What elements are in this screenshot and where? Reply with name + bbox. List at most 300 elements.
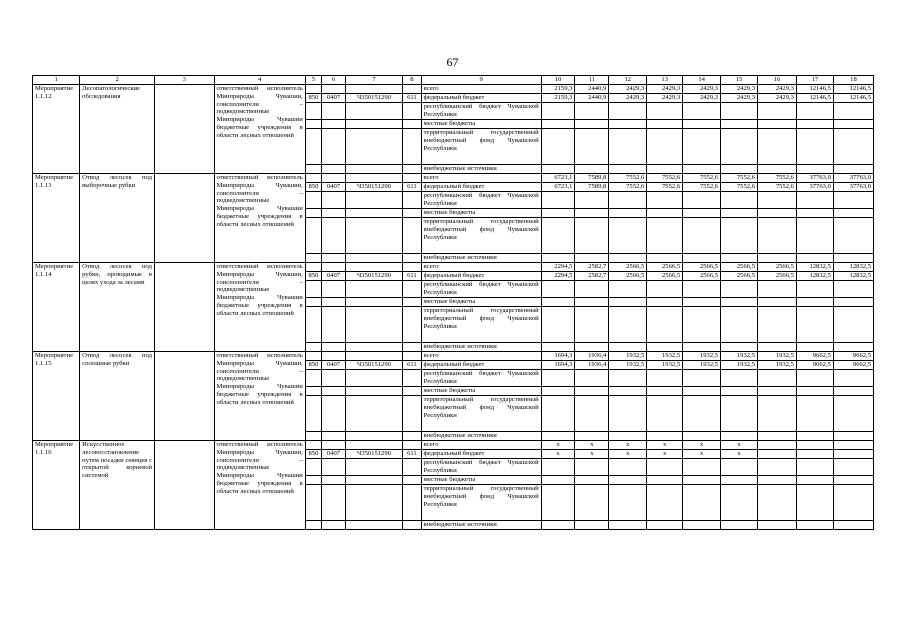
empty-cell [305,352,321,361]
column-header: 4 [214,76,305,85]
empty-cell [758,485,797,521]
code-csr: Ч350151290 [345,272,402,281]
empty-cell [833,476,873,485]
value-cell: 2429,3 [609,85,647,94]
empty-cell [609,281,647,298]
empty-cell [796,521,833,530]
code-csr: Ч350151290 [345,94,402,103]
empty-cell [403,209,421,218]
empty-cell [758,307,797,343]
empty-cell [647,396,683,432]
value-cell: 1932,5 [758,352,797,361]
value-cell: 2294,5 [541,263,575,272]
empty-cell [609,192,647,209]
empty-cell [575,485,609,521]
empty-cell [575,165,609,174]
measure-name: Отвод лесосек под сплошные рубки [80,352,155,441]
empty-cell [609,521,647,530]
code-rzpr: 0407 [322,450,346,459]
empty-cell [683,307,721,343]
empty-cell [647,103,683,120]
empty-cell [403,387,421,396]
empty-cell [609,459,647,476]
empty-cell [833,120,873,129]
empty-cell [796,218,833,254]
column-header: 18 [833,76,873,85]
empty-cell [609,103,647,120]
empty-cell [322,343,346,352]
empty-cell [541,218,575,254]
empty-cell [345,174,402,183]
empty-cell [403,459,421,476]
empty-cell [322,476,346,485]
empty-cell [758,254,797,263]
source-label: всего [421,352,541,361]
source-label: территориальный государственный внебюджетный фонд Чувашской Республики [421,129,541,165]
source-label: местные бюджеты [421,298,541,307]
measure-id: Мероприятие 1.1.15 [33,352,80,441]
empty-cell [758,281,797,298]
value-cell: 2566,5 [647,263,683,272]
source-label: федеральный бюджет [421,183,541,192]
empty-cell [721,192,758,209]
value-cell: 2429,3 [758,94,797,103]
column-header: 2 [80,76,155,85]
value-cell: 2566,5 [609,272,647,281]
value-cell: 2429,3 [647,85,683,94]
empty-cell [305,192,321,209]
empty-cell [345,459,402,476]
value-cell: 12832,5 [796,272,833,281]
empty-cell [796,370,833,387]
empty-cell [403,396,421,432]
table-row [33,263,874,272]
empty-cell [758,396,797,432]
empty-cell [305,165,321,174]
empty-cell [609,120,647,129]
code-vr: 611 [403,272,421,281]
value-cell: 2429,3 [647,94,683,103]
empty-cell [155,174,214,263]
empty-cell [305,254,321,263]
empty-cell [403,281,421,298]
source-label: территориальный государственный внебюджетный фонд Чувашской Республики [421,307,541,343]
empty-cell [683,476,721,485]
empty-cell [575,307,609,343]
executor-cell: ответственный исполнитель Минприроды Чувашии, соисполнители – подведомственные Минприроды Чувашии бюджетные учреждения в области лесных отношений [214,85,305,174]
empty-cell [322,120,346,129]
empty-cell [758,192,797,209]
empty-cell [609,485,647,521]
empty-cell [721,254,758,263]
value-cell: 37763,0 [833,183,873,192]
empty-cell [403,165,421,174]
empty-cell [322,307,346,343]
executor-cell: ответственный исполнитель Минприроды Чувашии, соисполнители – подведомственные Минприроды Чувашии бюджетные учреждения в области лесных отношений [214,174,305,263]
empty-cell [155,352,214,441]
empty-cell [322,396,346,432]
table-row [33,174,874,183]
empty-cell [833,485,873,521]
empty-cell [305,396,321,432]
empty-cell [541,370,575,387]
value-cell: 12146,5 [796,85,833,94]
empty-cell [683,254,721,263]
value-cell: х [647,441,683,450]
code-grbs: 850 [305,94,321,103]
empty-cell [683,218,721,254]
empty-cell [305,370,321,387]
value-cell: 2566,5 [609,263,647,272]
empty-cell [345,396,402,432]
empty-cell [575,218,609,254]
source-label: внебюджетные источники [421,521,541,530]
code-rzpr: 0407 [322,272,346,281]
empty-cell [322,263,346,272]
empty-cell [833,521,873,530]
value-cell: 7552,6 [683,174,721,183]
measure-id: Мероприятие 1.1.16 [33,441,80,530]
empty-cell [575,343,609,352]
empty-cell [575,432,609,441]
code-csr: Ч350151290 [345,361,402,370]
empty-cell [796,387,833,396]
value-cell: 7552,6 [609,183,647,192]
value-cell: 7589,8 [575,174,609,183]
empty-cell [575,370,609,387]
header-row [33,76,874,85]
empty-cell [322,129,346,165]
empty-cell [541,103,575,120]
column-header: 6 [322,76,346,85]
source-label: республиканский бюджет Чувашской Республики [421,281,541,298]
empty-cell [322,370,346,387]
value-cell [758,441,797,450]
empty-cell [345,352,402,361]
value-cell: 2582,7 [575,263,609,272]
empty-cell [609,387,647,396]
value-cell: 9662,5 [833,361,873,370]
column-header: 7 [345,76,402,85]
empty-cell [403,103,421,120]
value-cell: 1932,5 [683,352,721,361]
column-header: 11 [575,76,609,85]
empty-cell [609,370,647,387]
empty-cell [721,343,758,352]
code-grbs: 850 [305,361,321,370]
empty-cell [541,343,575,352]
empty-cell [609,343,647,352]
value-cell: 2159,3 [541,94,575,103]
empty-cell [345,165,402,174]
source-label: внебюджетные источники [421,165,541,174]
empty-cell [403,85,421,94]
value-cell: 1932,5 [647,352,683,361]
value-cell: 2429,3 [721,94,758,103]
empty-cell [796,459,833,476]
empty-cell [833,281,873,298]
empty-cell [796,192,833,209]
empty-cell [796,254,833,263]
value-cell: х [721,441,758,450]
value-cell: 1932,5 [609,352,647,361]
value-cell [796,441,833,450]
empty-cell [721,459,758,476]
value-cell: 7589,8 [575,183,609,192]
measure-name: Лесопатологические обследования [80,85,155,174]
empty-cell [609,307,647,343]
source-label: внебюджетные источники [421,254,541,263]
empty-cell [758,521,797,530]
empty-cell [322,485,346,521]
value-cell: х [683,450,721,459]
value-cell: 12832,5 [833,272,873,281]
empty-cell [721,298,758,307]
value-cell: 2566,5 [647,272,683,281]
empty-cell [541,459,575,476]
empty-cell [575,254,609,263]
empty-cell [683,192,721,209]
empty-cell [833,387,873,396]
value-cell: х [721,450,758,459]
empty-cell [647,476,683,485]
source-label: федеральный бюджет [421,272,541,281]
value-cell: 1936,4 [575,361,609,370]
source-label: федеральный бюджет [421,94,541,103]
column-header: 12 [609,76,647,85]
value-cell: 2429,3 [758,85,797,94]
empty-cell [796,120,833,129]
value-cell: 2566,5 [758,272,797,281]
empty-cell [305,129,321,165]
source-label: федеральный бюджет [421,450,541,459]
value-cell: 9662,5 [796,352,833,361]
empty-cell [721,387,758,396]
executor-cell: ответственный исполнитель Минприроды Чувашии, соисполнители – подведомственные Минприроды Чувашии бюджетные учреждения в области лесных отношений [214,263,305,352]
measure-id: Мероприятие 1.1.14 [33,263,80,352]
empty-cell [541,129,575,165]
empty-cell [683,209,721,218]
empty-cell [575,521,609,530]
empty-cell [541,476,575,485]
empty-cell [403,120,421,129]
empty-cell [647,129,683,165]
empty-cell [575,396,609,432]
empty-cell [541,485,575,521]
empty-cell [647,370,683,387]
empty-cell [541,254,575,263]
value-cell: 7552,6 [609,174,647,183]
source-label: республиканский бюджет Чувашской Республики [421,459,541,476]
value-cell: 2566,5 [721,272,758,281]
empty-cell [609,218,647,254]
value-cell: 2566,5 [721,263,758,272]
empty-cell [758,343,797,352]
empty-cell [833,307,873,343]
value-cell: 2566,5 [758,263,797,272]
executor-cell: ответственный исполнитель Минприроды Чувашии, соисполнители – подведомственные Минприроды Чувашии бюджетные учреждения в области лесных отношений [214,441,305,530]
empty-cell [155,441,214,530]
value-cell: 6723,1 [541,174,575,183]
source-label: местные бюджеты [421,209,541,218]
value-cell: 2566,5 [683,272,721,281]
table-row [33,441,874,450]
empty-cell [683,120,721,129]
empty-cell [403,370,421,387]
value-cell: 12832,5 [796,263,833,272]
value-cell [833,450,873,459]
empty-cell [721,432,758,441]
empty-cell [683,103,721,120]
executor-cell: ответственный исполнитель Минприроды Чувашии, соисполнители – подведомственные Минприроды Чувашии бюджетные учреждения в области лесных отношений [214,352,305,441]
empty-cell [541,120,575,129]
empty-cell [721,103,758,120]
value-cell: 2294,5 [541,272,575,281]
value-cell: 7552,6 [758,174,797,183]
empty-cell [305,521,321,530]
value-cell: х [541,441,575,450]
code-vr: 611 [403,94,421,103]
budget-table [32,75,874,530]
empty-cell [403,192,421,209]
source-label: всего [421,85,541,94]
source-label: федеральный бюджет [421,361,541,370]
value-cell [758,450,797,459]
empty-cell [683,459,721,476]
empty-cell [575,387,609,396]
empty-cell [155,85,214,174]
source-label: местные бюджеты [421,387,541,396]
empty-cell [833,209,873,218]
empty-cell [683,432,721,441]
empty-cell [322,218,346,254]
empty-cell [541,298,575,307]
empty-cell [305,476,321,485]
empty-cell [541,396,575,432]
empty-cell [322,209,346,218]
empty-cell [322,459,346,476]
empty-cell [647,120,683,129]
source-label: всего [421,174,541,183]
value-cell: 2582,7 [575,272,609,281]
empty-cell [833,396,873,432]
empty-cell [541,281,575,298]
empty-cell [322,521,346,530]
empty-cell [305,343,321,352]
empty-cell [758,218,797,254]
empty-cell [345,476,402,485]
value-cell: 12146,5 [796,94,833,103]
empty-cell [833,218,873,254]
source-label: республиканский бюджет Чувашской Республики [421,370,541,387]
empty-cell [575,192,609,209]
value-cell: 1932,5 [721,352,758,361]
source-label: местные бюджеты [421,120,541,129]
value-cell: 1932,5 [647,361,683,370]
empty-cell [647,485,683,521]
empty-cell [721,165,758,174]
empty-cell [345,120,402,129]
empty-cell [647,432,683,441]
empty-cell [305,281,321,298]
value-cell: х [541,450,575,459]
value-cell: 7552,6 [721,174,758,183]
empty-cell [575,459,609,476]
empty-cell [758,165,797,174]
empty-cell [345,485,402,521]
empty-cell [796,476,833,485]
empty-cell [796,103,833,120]
value-cell: 37763,0 [796,183,833,192]
empty-cell [403,352,421,361]
empty-cell [796,307,833,343]
code-csr: Ч350151290 [345,183,402,192]
empty-cell [721,396,758,432]
empty-cell [345,209,402,218]
value-cell: 6723,1 [541,183,575,192]
empty-cell [758,120,797,129]
empty-cell [721,120,758,129]
value-cell: 2429,3 [683,85,721,94]
empty-cell [322,165,346,174]
empty-cell [403,263,421,272]
empty-cell [322,441,346,450]
source-label: внебюджетные источники [421,432,541,441]
empty-cell [683,521,721,530]
empty-cell [403,432,421,441]
empty-cell [833,129,873,165]
empty-cell [345,281,402,298]
empty-cell [758,387,797,396]
value-cell: 1932,5 [758,361,797,370]
empty-cell [575,209,609,218]
empty-cell [683,343,721,352]
empty-cell [609,254,647,263]
value-cell: 9662,5 [833,352,873,361]
source-label: внебюджетные источники [421,343,541,352]
empty-cell [721,281,758,298]
empty-cell [758,476,797,485]
empty-cell [305,85,321,94]
empty-cell [305,263,321,272]
empty-cell [758,298,797,307]
value-cell: 37763,0 [796,174,833,183]
code-csr: Ч350151290 [345,450,402,459]
empty-cell [403,218,421,254]
value-cell: 37763,0 [833,174,873,183]
column-header: 16 [758,76,797,85]
empty-cell [541,387,575,396]
value-cell: 2440,9 [575,94,609,103]
empty-cell [403,254,421,263]
code-grbs: 850 [305,183,321,192]
value-cell: 2566,5 [683,263,721,272]
empty-cell [541,521,575,530]
empty-cell [647,459,683,476]
empty-cell [609,476,647,485]
value-cell: 7552,6 [647,174,683,183]
value-cell: 12146,5 [833,94,873,103]
column-header: 8 [403,76,421,85]
empty-cell [796,485,833,521]
empty-cell [322,432,346,441]
value-cell: 1932,5 [683,361,721,370]
empty-cell [345,218,402,254]
empty-cell [796,298,833,307]
empty-cell [721,218,758,254]
source-label: республиканский бюджет Чувашской Республики [421,103,541,120]
source-label: всего [421,263,541,272]
